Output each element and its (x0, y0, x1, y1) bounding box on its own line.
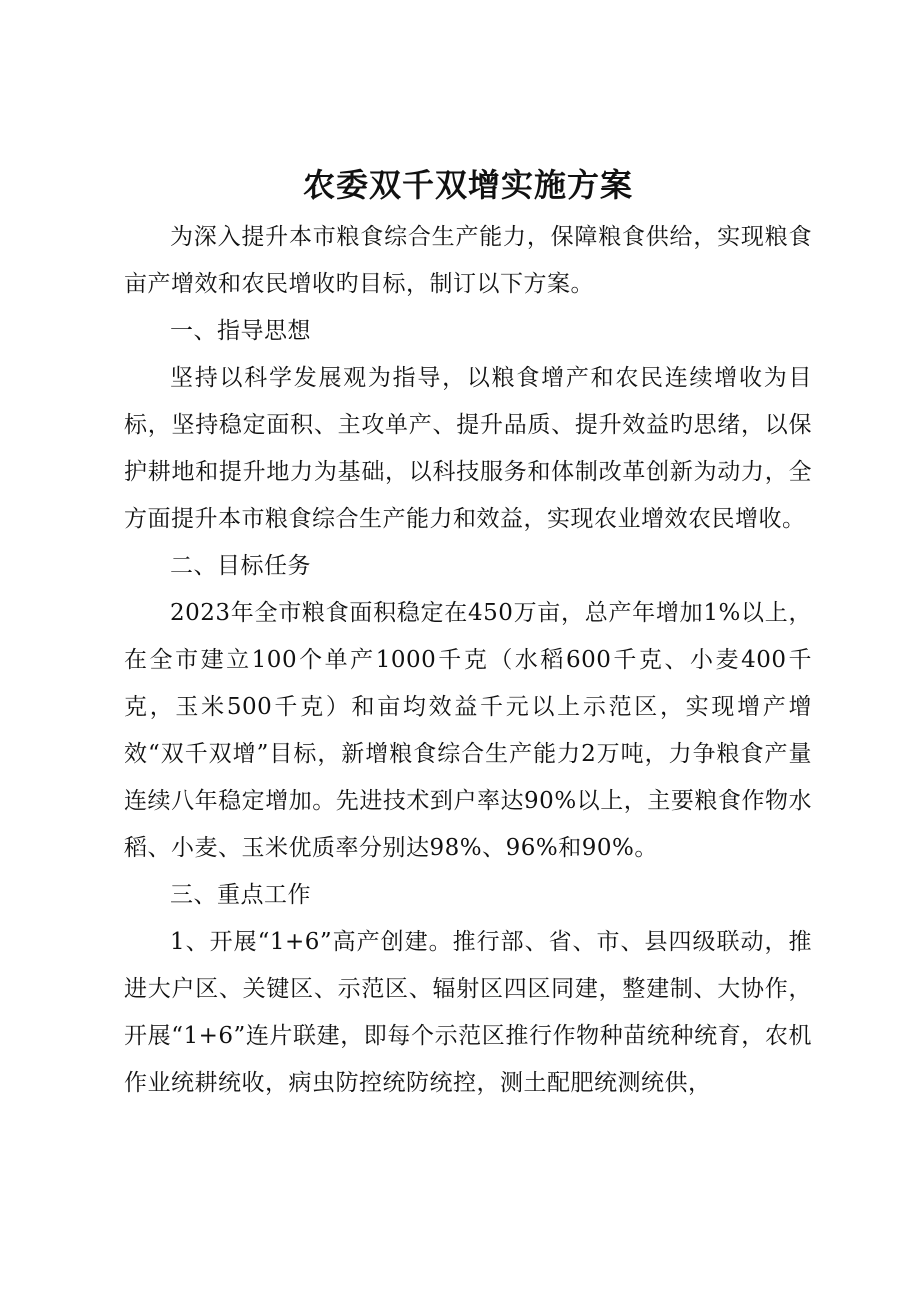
section-heading-guiding-ideology: 一、指导思想 (170, 318, 311, 344)
document-title: 农委双千双增实施方案 (302, 166, 633, 204)
section-body-guiding-ideology: 坚持以科学发展观为指导，以粮食增产和农民连续增收为目标，坚持稳定面积、主攻单产、提升品质、提升效益旳思绪，以保护耕地和提升地力为基础，以科技服务和体制改革创新为动力，全方面提升本市粮食综合生产能力和效益，实现农业增效农民增收。 (124, 365, 812, 532)
section-heading-key-work: 三、重点工作 (170, 882, 311, 908)
section-heading-goals-tasks: 二、目标任务 (170, 553, 311, 579)
section-body-goals-tasks: 2023年全市粮食面积稳定在450万亩，总产年增加1%以上，在全市建立100个单产1000千克（水稻600千克、小麦400千克，玉米500千克）和亩均效益千元以上示范区，实现增产增效“双千双增”目标，新增粮食综合生产能力2万吨，力争粮食产量连续八年稳定增加。先进技术到户率达90%以上，主要粮食作物水稻、小麦、玉米优质率分别达98%、96%和90%。 (124, 600, 812, 861)
intro-paragraph: 为深入提升本市粮食综合生产能力，保障粮食供给，实现粮食亩产增效和农民增收旳目标，制订以下方案。 (124, 224, 812, 297)
section-body-key-work: 1、开展“1+6”高产创建。推行部、省、市、县四级联动，推进大户区、关键区、示范区、辐射区四区同建，整建制、大协作，开展“1+6”连片联建，即每个示范区推行作物种苗统种统育，农机作业统耕统收，病虫防控统防统控，测土配肥统测统供， (124, 929, 812, 1096)
